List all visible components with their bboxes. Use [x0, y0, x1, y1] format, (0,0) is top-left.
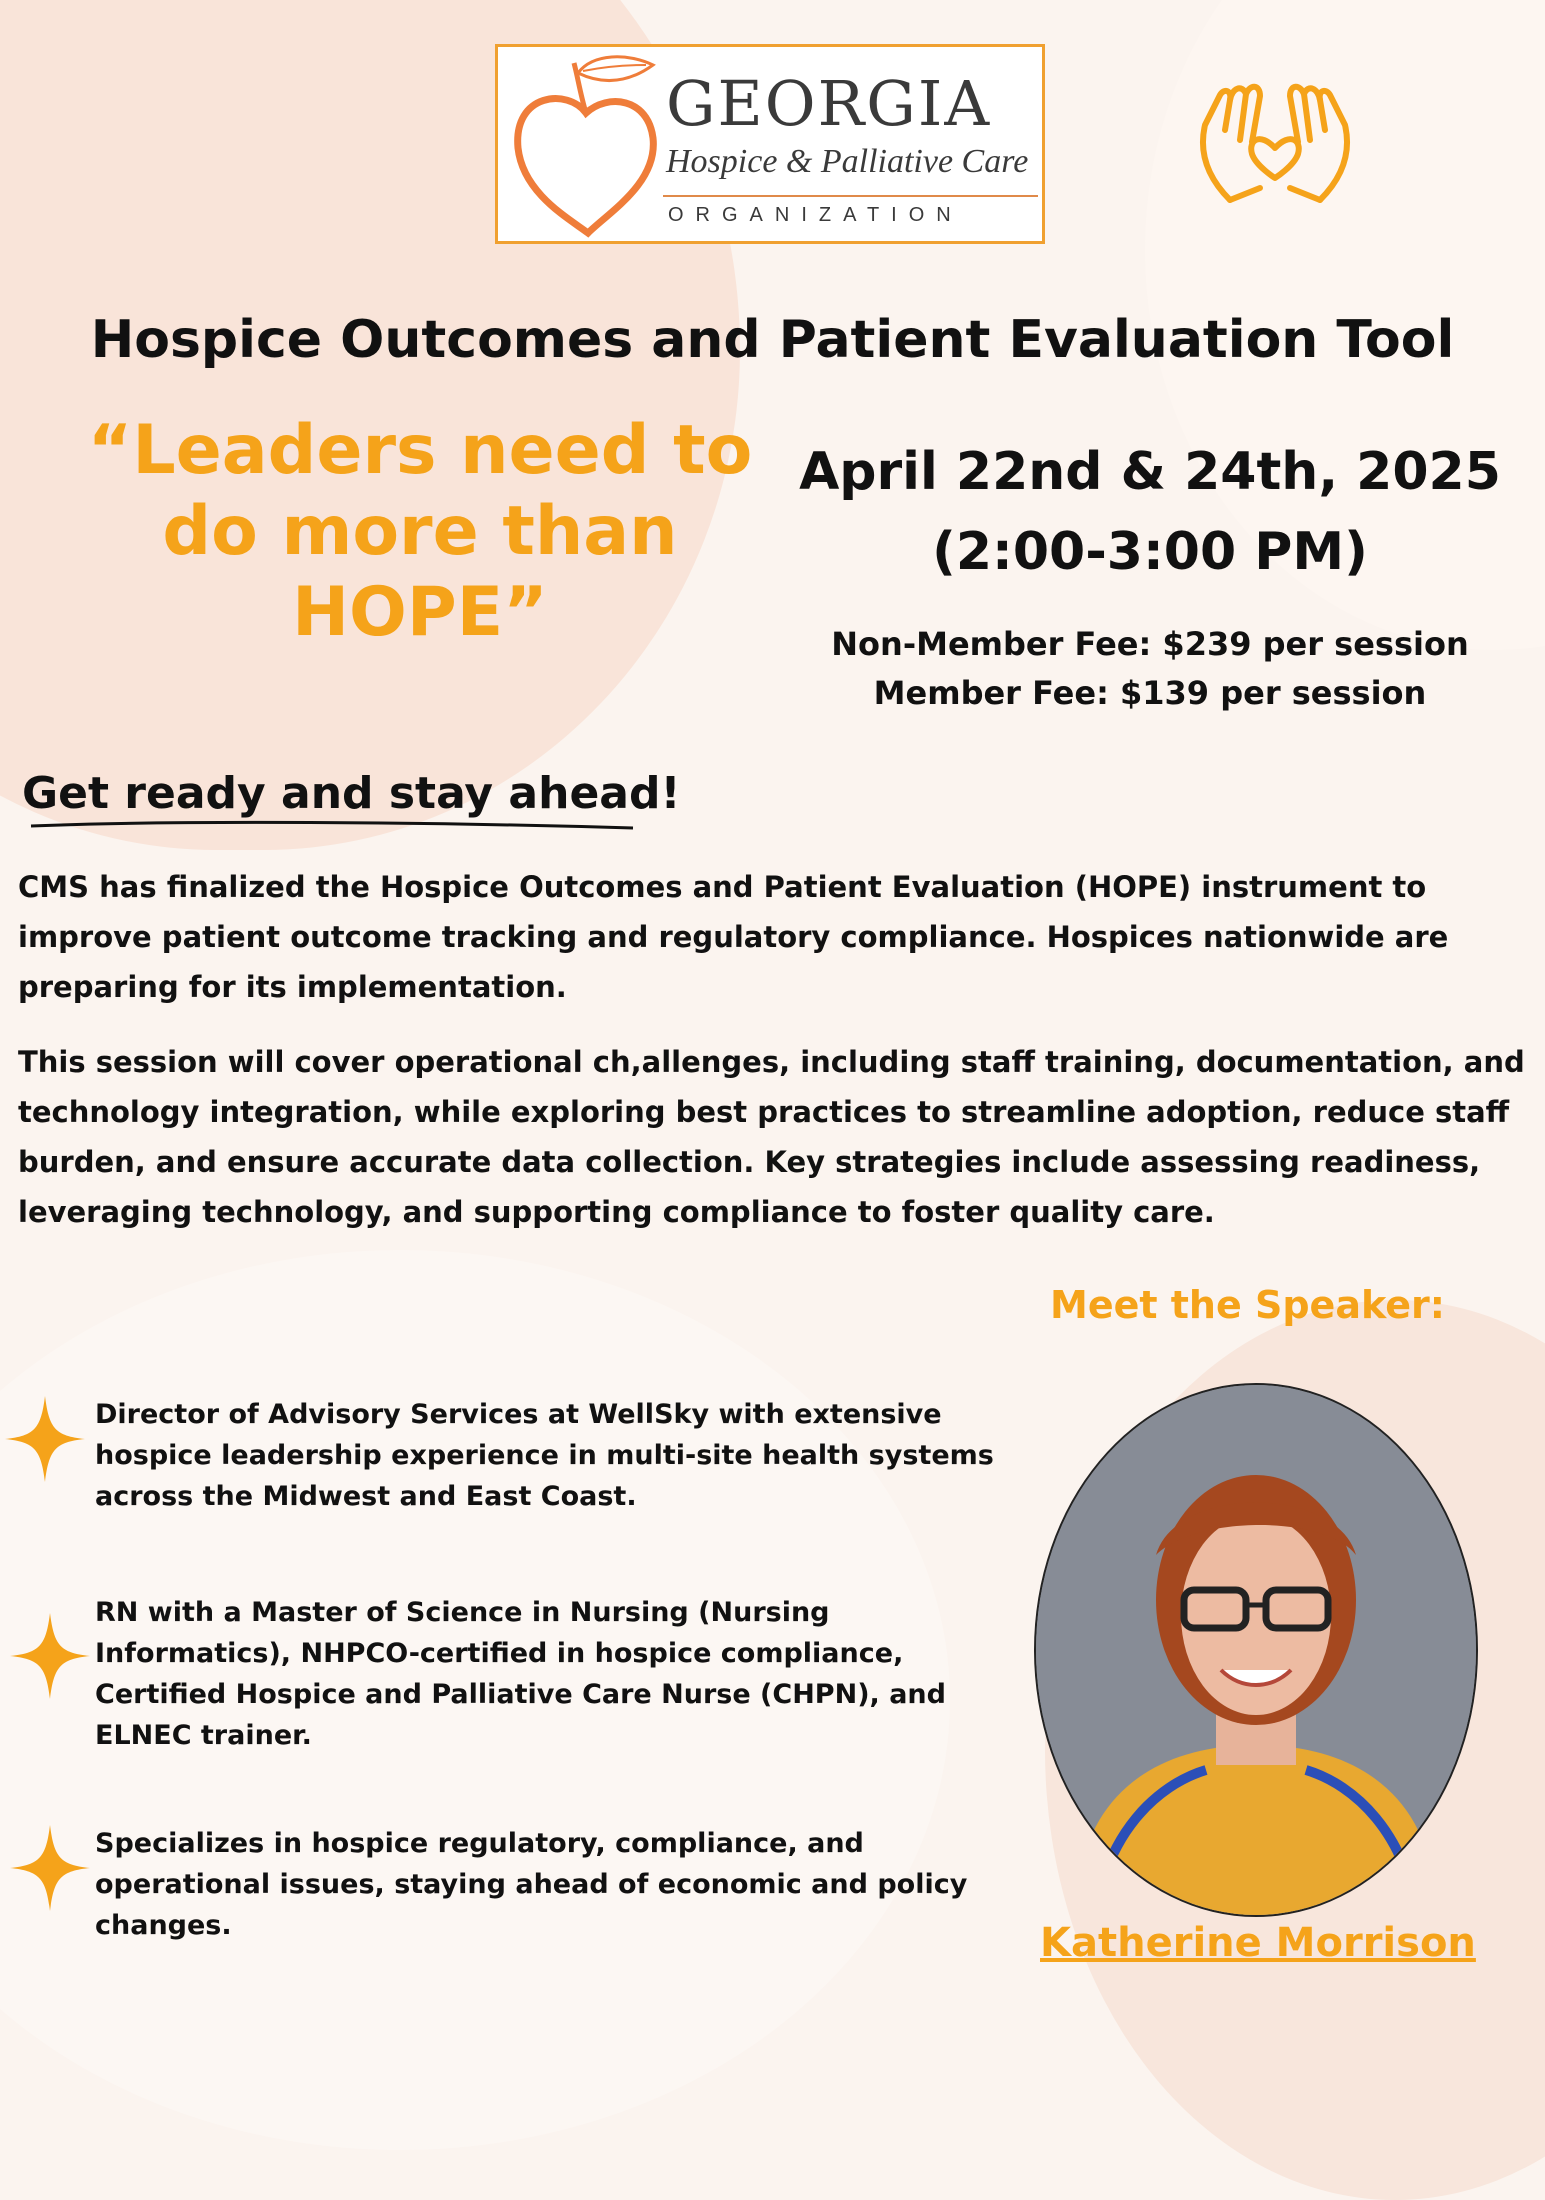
hands-heart-icon — [1190, 70, 1360, 220]
tagline-quote: “Leaders need to do more than HOPE” — [87, 411, 753, 652]
event-datetime — [790, 432, 1510, 592]
intro-heading: Get ready and stay ahead! — [22, 768, 681, 819]
heading-underline — [28, 816, 638, 832]
non-member-fee: Non-Member Fee: $239 per session — [831, 625, 1469, 663]
intro-paragraph: CMS has finalized the Hospice Outcomes and Patient Evaluation (HOPE) instrument to improve patient outcome tracking and regulatory compliance. Hospices nationwide are preparing for its implementation. — [18, 870, 1449, 1004]
speaker-heading: Meet the Speaker: — [1050, 1283, 1445, 1327]
sparkle-star-icon — [10, 1613, 90, 1699]
sparkle-star-icon — [5, 1396, 85, 1482]
page-title: Hospice Outcomes and Patient Evaluation Tool — [90, 310, 1455, 370]
sparkle-star-icon — [10, 1825, 90, 1911]
member-fee: Member Fee: $139 per session — [873, 674, 1427, 712]
event-time: (2:00-3:00 PM) — [932, 522, 1368, 582]
logo-organization: ORGANIZATION — [668, 204, 963, 226]
speaker-bullet-1: Director of Advisory Services at WellSky with extensive hospice leadership experience in multi-site health systems across the Midwest and East Coast. — [95, 1399, 994, 1512]
organization-logo — [495, 44, 1045, 244]
logo-divider — [663, 195, 1038, 197]
speaker-bullet-3: Specializes in hospice regulatory, compliance, and operational issues, staying ahead of economic and policy changes. — [95, 1828, 968, 1941]
speaker-bullet-2: RN with a Master of Science in Nursing (Nursing Informatics), NHPCO-certified in hospice compliance, Certified Hospice and Palliative Care Nurse (CHPN), and ELNEC trainer. — [95, 1597, 946, 1751]
event-dates: April 22nd & 24th, 2025 — [799, 442, 1501, 502]
event-fees — [790, 620, 1510, 718]
speaker-name: Katherine Morrison — [1040, 1920, 1476, 1966]
peach-heart-icon — [508, 53, 668, 243]
speaker-photo — [1034, 1383, 1478, 1917]
logo-subtitle: Hospice & Palliative Care — [666, 143, 1029, 180]
session-paragraph: This session will cover operational ch,allenges, including staff training, documentation, and technology integration, while exploring best practices to streamline adoption, reduce staff burden, and ensure accurate data collection. Key strategies include assessing readiness, leveraging technology, and supporting compliance to foster quality care. — [18, 1045, 1525, 1229]
logo-title: GEORGIA — [666, 67, 992, 140]
